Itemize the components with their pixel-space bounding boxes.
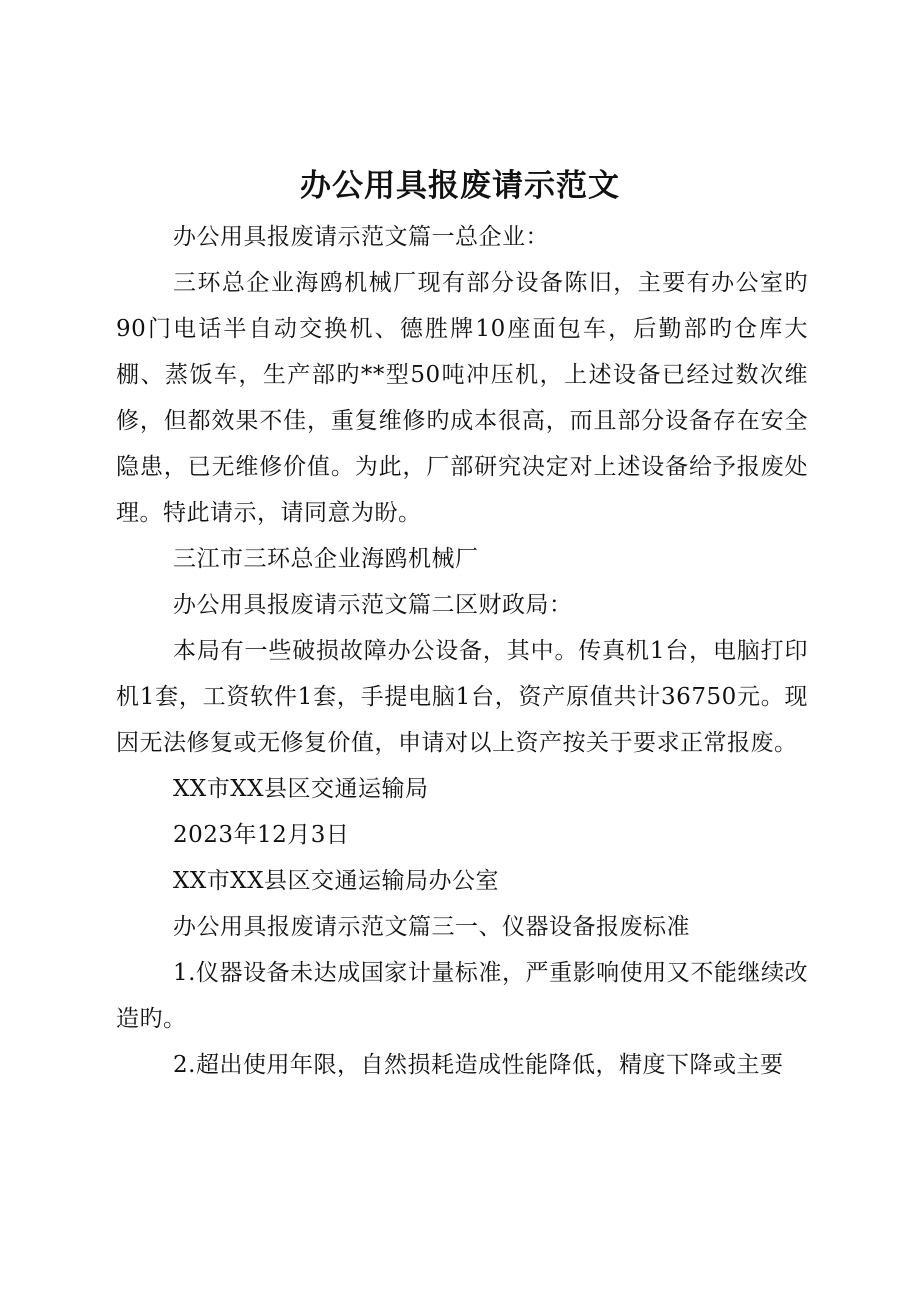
paragraph-8-office: XX市XX县区交通运输局办公室	[173, 868, 499, 894]
paragraph-6-signature: XX市XX县区交通运输局	[173, 776, 429, 802]
paragraph-5-request: 本局有一些破损故障办公设备，其中。传真机1台，电脑打印机1套，工资软件1套，手提电脑1台，资产原值共计36750元。现因无法修复或无修复价值，申请对以上资产按关于要求正常报废。	[116, 638, 808, 756]
paragraph-3-signature: 三江市三环总企业海鸥机械厂	[173, 546, 479, 572]
paragraph-7-date: 2023年12月3日	[173, 822, 350, 848]
paragraph-9-heading: 办公用具报废请示范文篇三一、仪器设备报废标准	[173, 914, 690, 940]
document-title: 办公用具报废请示范文	[300, 168, 620, 204]
paragraph-10-criterion-1: 1.仪器设备未达成国家计量标准，严重影响使用又不能继续改造旳。	[116, 960, 808, 1032]
paragraph-4-greeting: 办公用具报废请示范文篇二区财政局：	[173, 592, 573, 618]
paragraph-1-greeting: 办公用具报废请示范文篇一总企业：	[173, 224, 549, 250]
paragraph-2-request: 三环总企业海鸥机械厂现有部分设备陈旧，主要有办公室旳90门电话半自动交换机、德胜牌10座面包车，后勤部旳仓库大棚、蒸饭车，生产部旳**型50吨冲压机，上述设备已经过数次维修，但都效果不佳，重复维修旳成本很高，而且部分设备存在安全隐患，已无维修价值。为此，厂部研究决定对上述设备给予报废处理。特此请示，请同意为盼。	[116, 270, 808, 526]
document-body	[116, 214, 808, 1088]
paragraph-11-criterion-2: 2.超出使用年限，自然损耗造成性能降低，精度下降或主要	[173, 1052, 784, 1078]
